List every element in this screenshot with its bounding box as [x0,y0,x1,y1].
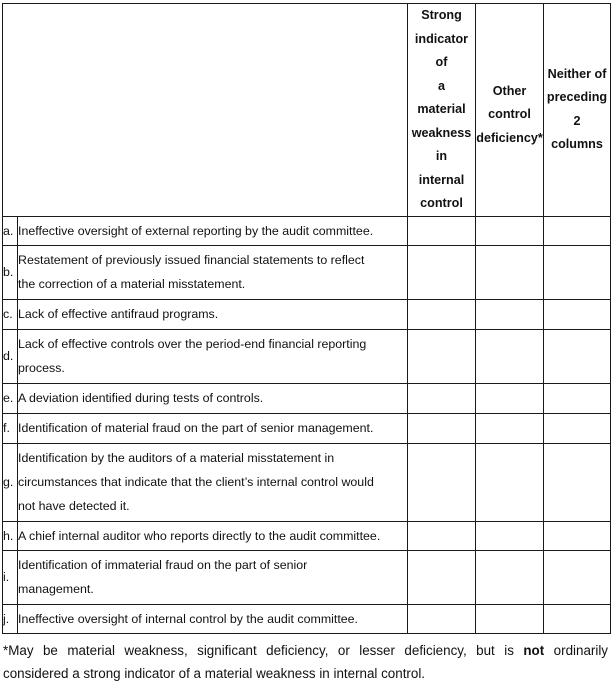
answer-cell-strong[interactable] [408,413,476,443]
header-strong-indicator-line: indicator of [414,31,469,69]
answer-cell-neither[interactable] [544,521,611,550]
row-letter: d. [3,329,18,383]
table-row [3,383,611,413]
header-neither [544,4,611,217]
table-row [3,413,611,443]
row-description-line: the correction of a material misstatement. [18,277,246,291]
answer-cell-strong[interactable] [408,299,476,329]
footnote-emphasis: not [523,643,545,658]
row-letter: a. [3,216,18,245]
header-other-deficiency-line: deficiency* [476,130,543,145]
answer-cell-other[interactable] [476,216,544,245]
header-strong-indicator-line: control [420,196,463,210]
row-description [18,383,408,413]
answer-cell-other[interactable] [476,299,544,329]
row-description [18,329,408,383]
row-letter: h. [3,521,18,550]
table-row [3,329,611,383]
header-neither-line: columns [551,137,603,152]
row-description-line: A chief internal auditor who reports directly to the audit committee. [18,528,381,543]
header-strong-indicator-line: internal [418,172,465,187]
table-row [3,216,611,245]
row-description [18,413,408,443]
row-description [18,604,408,633]
header-blank-cell [3,4,408,217]
answer-cell-other[interactable] [476,383,544,413]
row-description-line: Identification by the auditors of a material misstatement in [18,451,335,465]
answer-cell-neither[interactable] [544,329,611,383]
header-strong-indicator-line: Strong [421,8,462,22]
answer-cell-strong[interactable] [408,329,476,383]
answer-cell-neither[interactable] [544,245,611,299]
row-description [18,550,408,604]
table-row [3,604,611,633]
row-description-line: circumstances that indicate that the client’s internal control would [18,475,374,489]
header-strong-indicator-line: in [435,149,448,163]
row-description-line: process. [18,361,65,375]
row-letter: f. [3,413,18,443]
answer-cell-other[interactable] [476,413,544,443]
header-strong-indicator [408,4,476,217]
row-letter: b. [3,245,18,299]
row-description-line: Identification of immaterial fraud on the part of senior [18,558,308,572]
row-description [18,216,408,245]
row-description [18,443,408,521]
row-letter: c. [3,299,18,329]
deficiency-classification-table [2,3,611,634]
answer-cell-other[interactable] [476,521,544,550]
answer-cell-other[interactable] [476,245,544,299]
answer-cell-other[interactable] [476,443,544,521]
answer-cell-strong[interactable] [408,550,476,604]
answer-cell-neither[interactable] [544,216,611,245]
row-description-line: Ineffective oversight of external reporting by the audit committee. [18,223,374,238]
header-strong-indicator-line: material [417,102,466,116]
row-description [18,245,408,299]
answer-cell-neither[interactable] [544,383,611,413]
footnote-text: *May be material weakness, significant deficiency, or lesser deficiency, but is [3,643,524,658]
row-description-line: Ineffective oversight of internal control by the audit committee. [18,611,359,626]
header-row [3,4,611,217]
row-letter: j. [3,604,18,633]
header-strong-indicator-line: weakness [411,125,472,140]
answer-cell-strong[interactable] [408,383,476,413]
answer-cell-strong[interactable] [408,443,476,521]
footnote [3,639,608,685]
answer-cell-neither[interactable] [544,443,611,521]
answer-cell-other[interactable] [476,550,544,604]
row-letter: e. [3,383,18,413]
answer-cell-strong[interactable] [408,604,476,633]
header-other-deficiency [476,4,544,217]
table-row [3,299,611,329]
header-strong-indicator-line: a [437,78,445,93]
answer-cell-neither[interactable] [544,604,611,633]
footnote-text-end: ordinarily considered a strong indicator of a material weakness in internal control. [3,643,608,681]
answer-cell-neither[interactable] [544,413,611,443]
row-description-line: Restatement of previously issued financial statements to reflect [18,253,365,267]
row-letter: i. [3,550,18,604]
row-description [18,299,408,329]
answer-cell-other[interactable] [476,329,544,383]
table-row [3,443,611,521]
header-neither-line: preceding [546,90,608,105]
answer-cell-neither[interactable] [544,550,611,604]
answer-cell-strong[interactable] [408,521,476,550]
answer-cell-neither[interactable] [544,299,611,329]
answer-cell-strong[interactable] [408,245,476,299]
table-row [3,550,611,604]
row-description-line: not have detected it. [18,499,130,513]
row-description-line: Lack of effective controls over the period-end financial reporting [18,337,367,351]
row-description-line: A deviation identified during tests of controls. [18,391,264,405]
row-description-line: management. [18,582,94,596]
header-other-deficiency-line: Other [492,83,527,98]
row-description-line: Lack of effective antifraud programs. [18,307,219,321]
row-letter: g. [3,443,18,521]
header-other-deficiency-line: control [488,107,531,121]
header-neither-line: 2 [573,113,581,128]
answer-cell-strong[interactable] [408,216,476,245]
row-description-line: Identification of material fraud on the part of senior management. [18,421,374,435]
header-neither-line: Neither of [547,66,607,81]
table-row [3,521,611,550]
row-description [18,521,408,550]
answer-cell-other[interactable] [476,604,544,633]
table-row [3,245,611,299]
